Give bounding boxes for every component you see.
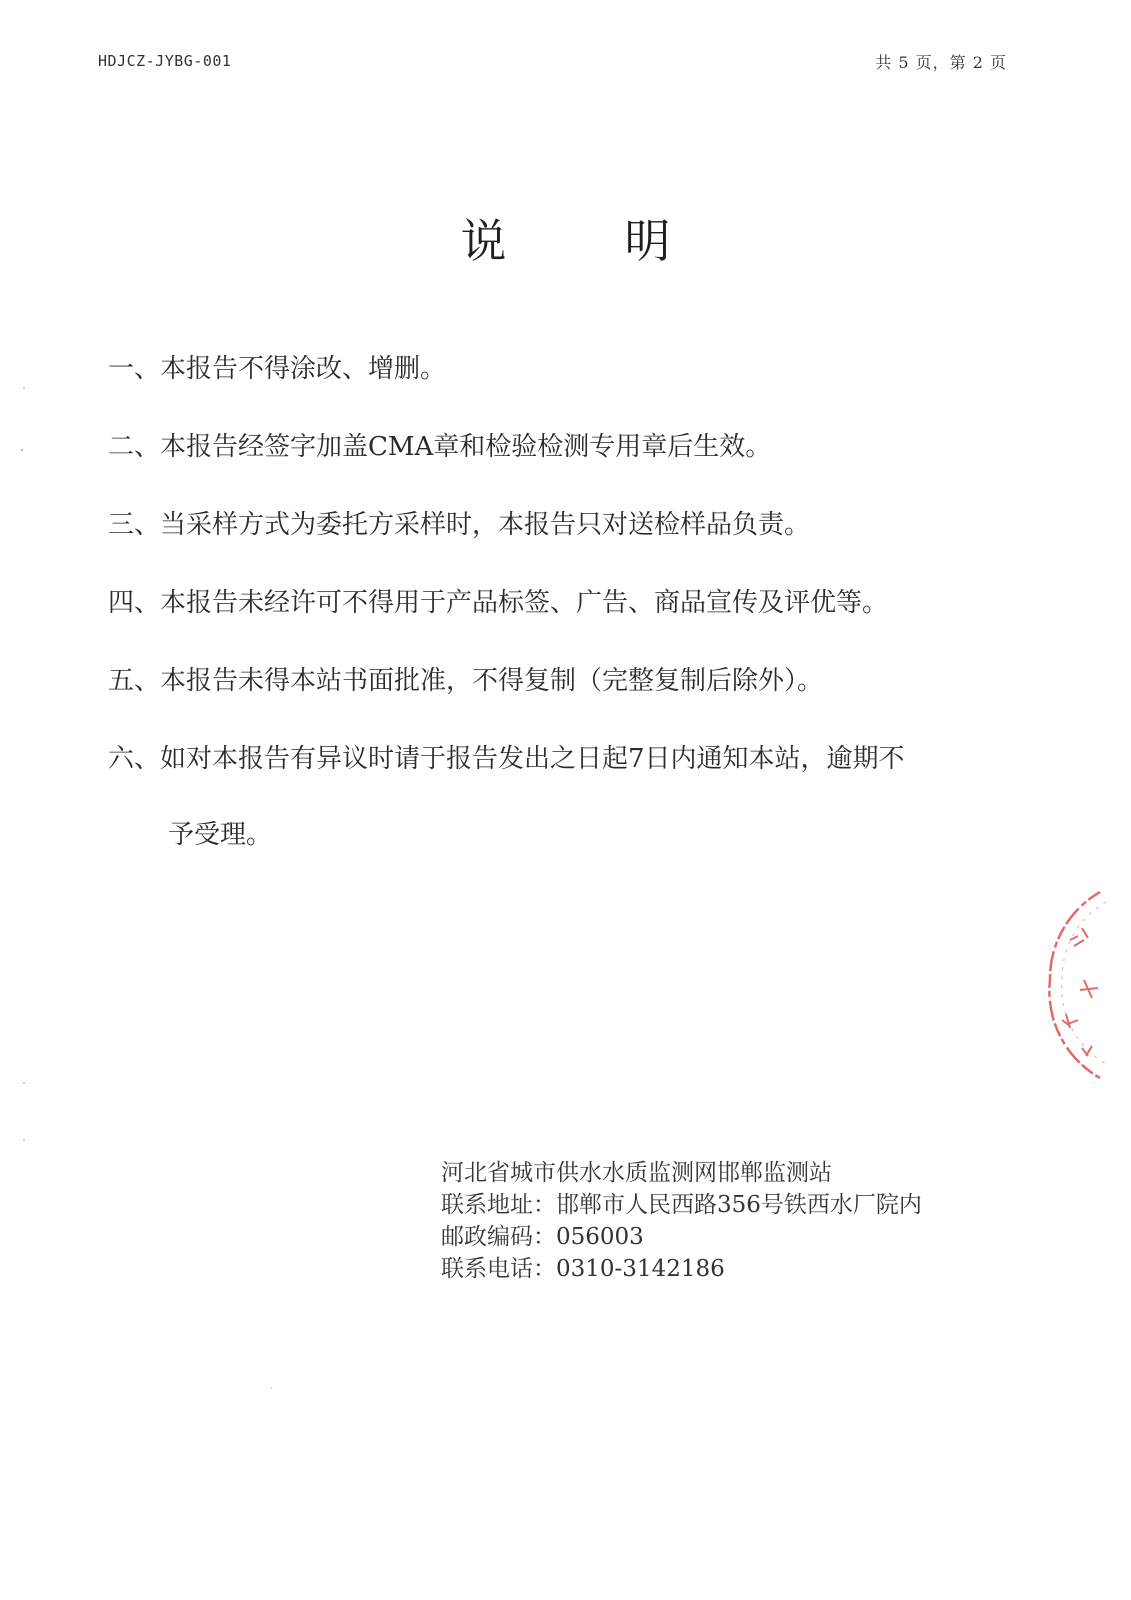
document-code: HDJCZ-JYBG-001 — [98, 52, 232, 70]
page-count: 共 5 页，第 2 页 — [875, 53, 1007, 72]
title-char-2: 明 — [624, 214, 671, 268]
contact-address: 联系地址：邯郸市人民西路356号铁西水厂院内 — [441, 1192, 922, 1218]
notice-list — [108, 352, 1048, 896]
title-char-1: 说 — [460, 214, 507, 268]
notice-item-2: 二、本报告经签字加盖CMA章和检验检测专用章后生效。 — [108, 432, 772, 462]
page-title — [0, 205, 1131, 271]
contact-org: 河北省城市供水水质监测网邯郸监测站 — [441, 1160, 832, 1186]
notice-item-6 — [108, 742, 1048, 852]
notice-item-5: 五、本报告未得本站书面批准，不得复制（完整复制后除外）。 — [108, 666, 824, 696]
seal-stamp-icon — [1040, 880, 1131, 1090]
contact-block — [441, 1157, 922, 1285]
notice-item-6-line-1: 六、如对本报告有异议时请于报告发出之日起7日内通知本站，逾期不 — [108, 744, 905, 774]
notice-item-4: 四、本报告未经许可不得用于产品标签、广告、商品宣传及评优等。 — [108, 588, 889, 618]
contact-phone: 联系电话：0310-3142186 — [441, 1256, 725, 1282]
notice-item-1: 一、本报告不得涂改、增删。 — [108, 354, 447, 384]
notice-item-3: 三、当采样方式为委托方采样时，本报告只对送检样品负责。 — [108, 510, 811, 540]
notice-item-6-line-2: 予受理。 — [168, 820, 273, 850]
contact-postcode: 邮政编码：056003 — [441, 1224, 644, 1250]
